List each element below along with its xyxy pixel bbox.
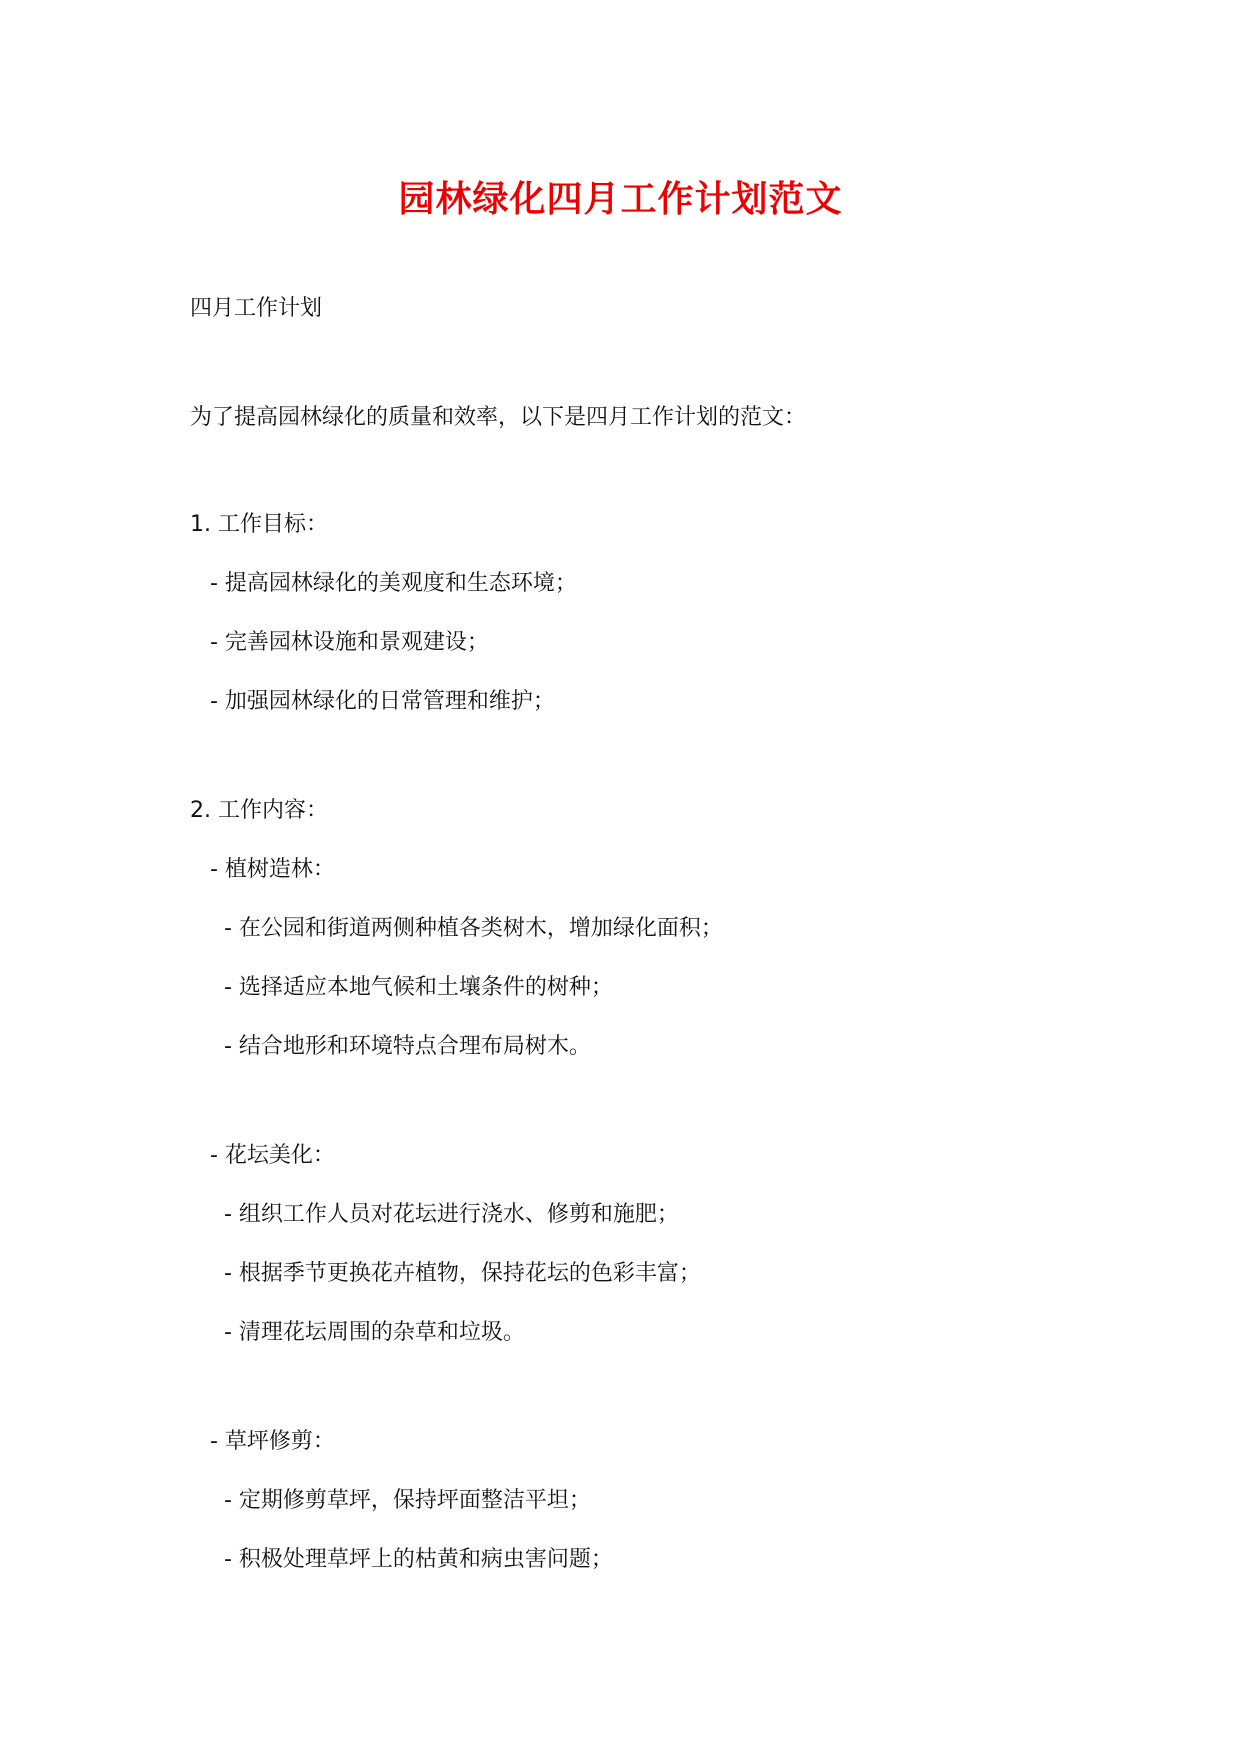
list-item: - 清理花坛周围的杂草和垃圾。 bbox=[224, 1320, 525, 1345]
group-label-lawn-trimming: - 草坪修剪： bbox=[210, 1429, 335, 1454]
group-label-tree-planting: - 植树造林： bbox=[210, 857, 335, 882]
group-label-flower-beds: - 花坛美化： bbox=[210, 1143, 335, 1168]
list-item: - 选择适应本地气候和土壤条件的树种； bbox=[224, 975, 613, 1000]
list-item: - 结合地形和环境特点合理布局树木。 bbox=[224, 1034, 591, 1059]
list-item: - 完善园林设施和景观建设； bbox=[210, 630, 489, 655]
list-item: - 根据季节更换花卉植物，保持花坛的色彩丰富； bbox=[224, 1261, 701, 1286]
section-heading-content: 2. 工作内容： bbox=[190, 798, 328, 823]
list-item: - 积极处理草坪上的枯黄和病虫害问题； bbox=[224, 1547, 613, 1572]
subtitle: 四月工作计划 bbox=[190, 296, 323, 321]
section-heading-goals: 1. 工作目标： bbox=[190, 512, 328, 537]
list-item: - 定期修剪草坪，保持坪面整洁平坦； bbox=[224, 1488, 591, 1513]
document-title: 园林绿化四月工作计划范文 bbox=[398, 179, 843, 220]
list-item: - 加强园林绿化的日常管理和维护； bbox=[210, 689, 555, 714]
list-item: - 在公园和街道两侧种植各类树木，增加绿化面积； bbox=[224, 916, 723, 941]
list-item: - 组织工作人员对花坛进行浇水、修剪和施肥； bbox=[224, 1202, 679, 1227]
list-item: - 提高园林绿化的美观度和生态环境； bbox=[210, 571, 577, 596]
intro-paragraph: 为了提高园林绿化的质量和效率，以下是四月工作计划的范文： bbox=[190, 405, 807, 430]
